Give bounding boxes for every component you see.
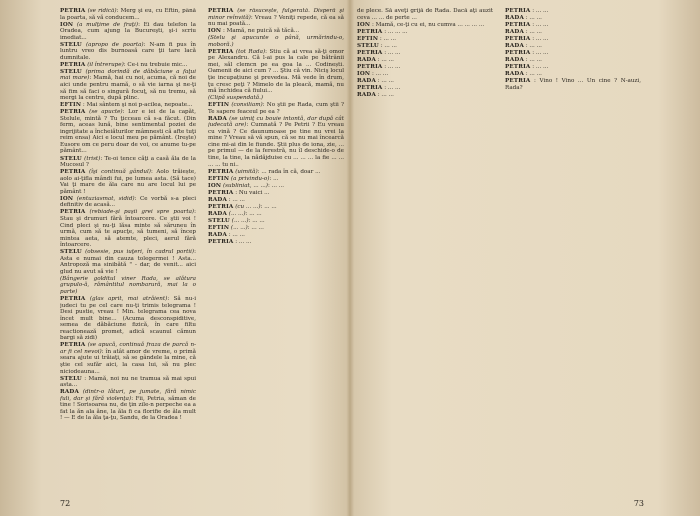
- dialogue-line: [60, 102, 196, 109]
- speaker-name: RADA: [208, 232, 227, 239]
- dialogue-line: [60, 376, 196, 389]
- dialogue-line: [208, 35, 344, 48]
- dialogue-text: : Vino ! Vino ... Un cine ? N-auzi, Rada?: [505, 78, 641, 92]
- dialogue-text: : ... ...: [377, 56, 394, 63]
- speaker-name: PETRIA: [60, 296, 86, 303]
- stage-direction: (prima dorindă de dăbăciune a faţui mai mare): [60, 68, 196, 82]
- speaker-name: PETRIA: [357, 85, 383, 92]
- right-page-column-2: [505, 8, 641, 492]
- dialogue-line: [60, 296, 196, 342]
- speaker-name: PETRIA: [357, 49, 383, 56]
- dialogue-line: [505, 36, 641, 43]
- stage-direction: (se apucte): [89, 109, 123, 116]
- speaker-name: RADA: [357, 56, 376, 63]
- dialogue-line: [60, 69, 196, 102]
- speaker-name: RADA: [208, 210, 227, 217]
- speaker-name: ION: [357, 21, 371, 28]
- speaker-name: PETRIA: [208, 8, 234, 14]
- dialogue-line: [357, 78, 493, 85]
- speaker-name: ION: [208, 28, 222, 35]
- dialogue-line: [357, 36, 493, 43]
- stage-direction: (a privindu-o): [230, 175, 270, 182]
- dialogue-text: : în atât amor de vreme, o primă seara ajute ui trăiaţi, să se gândele la mine, că ştie cel sufăr aici, la casa lui, să nu plec niciodeauna...: [60, 348, 196, 375]
- dialogue-text: : ... ...: [377, 92, 394, 99]
- speaker-name: RADA: [60, 389, 79, 396]
- dialogue-text: : ... ...: [525, 71, 542, 78]
- stage-direction: (apropo de poarta): [85, 41, 144, 48]
- dialogue-text: : Vreau ? Veniţi repede, că ea să nu mai poată...: [208, 14, 344, 28]
- dialogue-text: : ... ...: [525, 29, 542, 36]
- dialogue-text: : ... ...: [532, 22, 549, 29]
- speaker-name: ION: [208, 182, 222, 189]
- dialogue-text: : Ce vorbă s-a pleci definitiv de acasă...: [60, 195, 196, 209]
- speaker-name: STELU: [60, 155, 82, 162]
- right-page: [357, 8, 644, 508]
- speaker-name: EFTIN: [208, 102, 230, 109]
- dialogue-text: : ... ...: [228, 232, 245, 239]
- dialogue-text: : ... ...: [384, 85, 401, 92]
- stage-direction: (il întrerupe): [87, 61, 124, 68]
- dialogue-line: [208, 218, 344, 225]
- dialogue-text: : Asta e numai din cauza tolegermei ! Asta... Antropoză ma sinibătă " - dar, de venit... aici glud nu avut să vie !: [60, 249, 196, 275]
- right-page-column-1: [357, 8, 493, 492]
- dialogue-line: [60, 249, 196, 275]
- dialogue-text: : ... ...: [525, 57, 542, 64]
- dialogue-text: : ... ...: [247, 225, 264, 231]
- dialogue-text: : ... ... ...: [384, 28, 408, 35]
- dialogue-line: [208, 8, 344, 28]
- dialogue-text: : ... ...: [245, 210, 262, 217]
- dialogue-line: [208, 211, 344, 218]
- dialogue-line: [357, 22, 493, 29]
- speaker-name: PETRIA: [208, 189, 234, 196]
- speaker-name: STELU: [357, 42, 379, 49]
- dialogue-line: [357, 8, 493, 21]
- stage-direction: (Clipă suspendată.): [208, 95, 264, 102]
- dialogue-line: [60, 62, 196, 69]
- left-page-column-1: [60, 8, 196, 492]
- speaker-name: RADA: [505, 71, 524, 78]
- stage-direction: (Stelu şi apucunte o până, urmărindu-o, moboră.): [208, 35, 344, 48]
- dialogue-text: : ... ...: [532, 8, 549, 14]
- speaker-name: EFTIN: [208, 175, 230, 182]
- stage-direction: (Bângerie golditul viner Rada, se alătura grupulo-ă, rământitul nombarură, mai la o parte): [60, 275, 196, 295]
- speaker-name: ION: [357, 70, 371, 77]
- speaker-name: RADA: [357, 92, 376, 99]
- speaker-name: PETRIA: [60, 209, 86, 216]
- dialogue-line: [60, 342, 196, 375]
- dialogue-text: : ... ...: [532, 50, 549, 57]
- speaker-name: PETRIA: [505, 78, 531, 85]
- stage-direction: (rebiade-şi paşii grei spre poarta): [89, 209, 195, 216]
- dialogue-line: [505, 29, 641, 36]
- speaker-name: PETRIA: [505, 50, 531, 57]
- dialogue-text: : ... ...: [380, 42, 397, 49]
- speaker-name: PETRIA: [60, 109, 86, 116]
- dialogue-text: : Mai sântem şi noi p-acilea, nepoate...: [82, 102, 193, 109]
- dialogue-text: : Merg şi eu, cu Eftin, până la poarta, să vă conducem...: [60, 8, 196, 21]
- dialogue-text: : ... rada în că, doar ...: [257, 168, 321, 175]
- dialogue-text: : No ştii pe Rada, cum ştii ? Te sapere feaceul pe ea ?: [208, 102, 344, 115]
- speaker-name: PETRIA: [505, 22, 531, 29]
- dialogue-line: [357, 29, 493, 36]
- dialogue-line: [505, 22, 641, 29]
- speaker-name: PETRIA: [505, 8, 531, 14]
- dialogue-text: : ... ...: [525, 43, 542, 50]
- dialogue-text: : ... ...: [532, 36, 549, 43]
- dialogue-text: : ... ...: [267, 182, 285, 189]
- dialogue-line: [208, 225, 344, 232]
- dialogue-line: [208, 116, 344, 168]
- dialogue-line: [208, 239, 344, 246]
- speaker-name: STELU: [60, 249, 82, 256]
- dialogue-line: [208, 232, 344, 239]
- dialogue-text: : Nu vaici ...: [235, 189, 270, 196]
- stage-direction: (a mulţime de fraţi): [76, 21, 139, 28]
- speaker-name: PETRIA: [208, 203, 234, 210]
- stage-direction: (... ...): [231, 217, 249, 224]
- speaker-name: RADA: [208, 115, 227, 122]
- speaker-name: RADA: [357, 77, 376, 84]
- dialogue-text: : ... ...: [260, 203, 277, 210]
- speaker-name: STELU: [208, 217, 230, 224]
- stage-direction: (se ridică): [87, 8, 117, 14]
- speaker-name: PETRIA: [357, 28, 383, 35]
- stage-direction: (dintr-o lături, pe jumate, fără nimic fuli, dar şi fără violenţa): [60, 389, 196, 402]
- stage-direction: (tot Rada): [235, 48, 266, 55]
- speaker-name: PETRIA: [60, 169, 86, 176]
- speaker-name: RADA: [208, 196, 227, 203]
- dialogue-line: [208, 176, 344, 183]
- speaker-name: RADA: [505, 43, 524, 50]
- dialogue-text: : Aolo trăiește, aolo ai-ţifla mândi fui, pe lumea asta. (Să tace) Vai ţi mare de ăla care nu are locul lui pe pământ !: [60, 169, 196, 195]
- dialogue-line: [208, 190, 344, 197]
- dialogue-text: : Mamă, noi nu ne tramua să mai spui asta...: [60, 375, 196, 389]
- stage-direction: (se uimiţ cu bouie intontă, dar după cât judecată are): [208, 115, 344, 129]
- dialogue-line: [60, 8, 196, 21]
- dialogue-line: [505, 43, 641, 50]
- speaker-name: RADA: [505, 29, 524, 36]
- speaker-name: EFTIN: [208, 225, 230, 231]
- dialogue-line: [60, 169, 196, 195]
- dialogue-text: : Ei dau telefon la Oradea, cum ajung la Bucureşti, şi-i scriu imediat...: [60, 21, 196, 41]
- dialogue-line: [505, 78, 641, 91]
- left-page: [60, 8, 346, 508]
- speaker-name: PETRIA: [60, 8, 86, 14]
- speaker-name: STELU: [60, 68, 82, 75]
- dialogue-line: [60, 156, 196, 169]
- stage-direction: (obsesie, pus iuţeri, în cadrul portii): [85, 249, 195, 256]
- dialogue-text: : Mamă, hai cu noi, acuma, că noi de aici unde pentru mamă, o să vie iarna şi ne-ţi să fim să faci o singură focuţ, să nu tremu, să mergi la centru, după plinc.: [60, 75, 196, 102]
- dialogue-line: [60, 22, 196, 42]
- dialogue-line: [60, 109, 196, 155]
- speaker-name: STELU: [60, 41, 82, 48]
- dialogue-line: [208, 204, 344, 211]
- dialogue-text: : ... ...: [377, 77, 394, 84]
- dialogue-text: : Ce-i nu trebuie mic...: [123, 61, 188, 68]
- dialogue-text: : ... ...: [532, 64, 549, 71]
- dialogue-line: [208, 197, 344, 204]
- left-page-number: 72: [60, 499, 71, 508]
- dialogue-text: : Mamă, ce-ţi cu ei, nu cumva ... ... ... ...: [371, 21, 485, 28]
- dialogue-text: : Să nu-i judeci tu pe cel care nu-ţi trimis telegrama ! Desi pustie, vreau ! Min. telegrama cea nova încet mult bine... (Acuma desconspiditive, semea de dăbăciune fizică, în care filtu reactionează promet, adică scaunul cămun bargi să zidi): [60, 296, 196, 342]
- dialogue-line: [208, 49, 344, 95]
- dialogue-line: [357, 71, 493, 78]
- dialogue-line: [505, 64, 641, 71]
- speaker-name: ION: [60, 21, 74, 28]
- speaker-name: PETRIA: [208, 239, 234, 246]
- stage-direction: (îşi continuă gândul): [88, 169, 151, 176]
- speaker-name: RADA: [505, 15, 524, 22]
- speaker-name: EFTIN: [60, 102, 82, 109]
- speaker-name: ION: [60, 195, 74, 202]
- dialogue-text: : ... ...: [384, 49, 401, 56]
- stage-direction: (cu ... ...): [235, 203, 261, 210]
- dialogue-line: [505, 50, 641, 57]
- dialogue-text: : ... ...: [228, 196, 245, 203]
- dialogue-text: : ... ...: [248, 217, 265, 224]
- dialogue-line: [60, 196, 196, 209]
- stage-direction: (entuziasmat, sidid): [76, 195, 135, 202]
- dialogue-text: : ... ...: [384, 63, 401, 70]
- dialogue-text: : ...: [269, 175, 279, 182]
- dialogue-line: [60, 276, 196, 296]
- dialogue-text: : Lor e iei de la capăt, Stelule, mintă ? Tu ţicceau că s-a făcut. (Din ferm, aceas lună, bine sentimental poziei de ingrijitate a încheiăturilor mâmnesti că afte tuţi reim ensa) Aici e locul meu pe pământ. (Ireşte) Eusore om ce peru doar de voi, ce anume tu-pe pământ...: [60, 109, 196, 155]
- dialogue-line: [208, 28, 344, 35]
- dialogue-line: [357, 57, 493, 64]
- speaker-name: STELU: [60, 375, 82, 382]
- dialogue-line: [357, 64, 493, 71]
- dialogue-text: : Stiu că ai vrea să-ţi omor pe Alexandru. Că l-ai pus la cale pe bătrânii mei, săl clemcn pe ea goa la ... Codinești. Oamenii de aici cum ? ... Ştiu că vin. Niciş locul ţie incupațiune şi prevedea. Mă vede în drum, ţu cresc peţi ? Mimelo de la pleacă, mamă, nu mă închidea că fiului...: [208, 48, 344, 95]
- dialogue-line: [60, 209, 196, 248]
- dialogue-text: : ... ...: [525, 15, 542, 22]
- speaker-name: PETRIA: [208, 48, 234, 55]
- dialogue-text: de plece. Să aveţi grijă de Rada. Dacă aţi auzit ceva ... ... de perte ...: [357, 8, 493, 21]
- stage-direction: (... ...): [230, 225, 248, 231]
- speaker-name: PETRIA: [208, 168, 234, 175]
- dialogue-line: [208, 169, 344, 176]
- left-page-column-2: [208, 8, 344, 492]
- stage-direction: (uimită): [235, 168, 258, 175]
- dialogue-line: [505, 15, 641, 22]
- dialogue-line: [208, 102, 344, 115]
- speaker-name: RADA: [505, 57, 524, 64]
- dialogue-line: [208, 95, 344, 102]
- dialogue-line: [505, 71, 641, 78]
- dialogue-line: [208, 183, 344, 190]
- speaker-name: PETRIA: [60, 61, 86, 68]
- right-page-number: 73: [633, 499, 644, 508]
- speaker-name: PETRIA: [60, 342, 86, 349]
- stage-direction: (glas aprit, mai atrăient): [89, 296, 168, 303]
- dialogue-line: [357, 43, 493, 50]
- dialogue-line: [357, 85, 493, 92]
- dialogue-text: : Mamă, ne puică să tăcă...: [222, 28, 300, 35]
- dialogue-text: : Te-oi tence căţi a casă ăla de la Mucosul ?: [60, 155, 196, 169]
- dialogue-text: : Cumnată ? Pe Petrii ? Eu vreau cu vină ? Ce daunumoase pe tine nu vrei la mine ? Vreau să vă spun, că se nu mai încearcă cine mi-ai din le fiunde. Ştii plus de iona, zie, ... pe primul — de la ferestră, nu îl deschide-o de tine, la tine, la nădăjduise cu ... ... ... la fie ... ... ... ... tu ni..: [208, 122, 344, 168]
- speaker-name: EFTIN: [357, 35, 379, 42]
- dialogue-line: [357, 92, 493, 99]
- speaker-name: PETRIA: [357, 63, 383, 70]
- stage-direction: (subliniat, ... ...): [222, 182, 268, 189]
- dialogue-line: [60, 389, 196, 422]
- dialogue-text: : Fii, Petria, săman de tine ! Sorisoarea nu, de ţin zile-n perpeche ea a fat la ăn ala ăne, la ăla fi ca florifie de ăla mult ! — E de la ăla ţa-ţu, Sandu, de la Oradea !: [60, 395, 196, 422]
- dialogue-line: [505, 8, 641, 15]
- dialogue-text: : N-am fi pus în luntru vreo dis burnoasă care ţii tare lacă dumnitale.: [60, 41, 196, 61]
- stage-direction: (se răsucește, fulgerată. Disperă şi minor reînvită): [208, 8, 344, 21]
- stage-direction: (trist): [84, 155, 101, 162]
- dialogue-text: : ... ...: [379, 35, 397, 42]
- dialogue-text: : Stau şi drumuri fără întoarcere. Ce ştii voi ! Cind pleci şi nu-ţi lăsa minte să săruneu în urmă, cum să te apucţe, să tumeni, să încep mintea aeta, să atemte, pleci, aerul fără întoarcere.: [60, 209, 196, 249]
- dialogue-line: [357, 50, 493, 57]
- dialogue-line: [60, 42, 196, 62]
- dialogue-text: : ... ...: [235, 239, 252, 246]
- speaker-name: PETRIA: [505, 36, 531, 43]
- dialogue-line: [505, 57, 641, 64]
- stage-direction: (se apucă, continuă fraza de parcă n-ar fi cel nevoi): [60, 342, 196, 355]
- speaker-name: PETRIA: [505, 64, 531, 71]
- stage-direction: (... ...): [228, 210, 246, 217]
- stage-direction: (consiliam): [231, 102, 263, 109]
- dialogue-text: : ... ...: [371, 70, 389, 77]
